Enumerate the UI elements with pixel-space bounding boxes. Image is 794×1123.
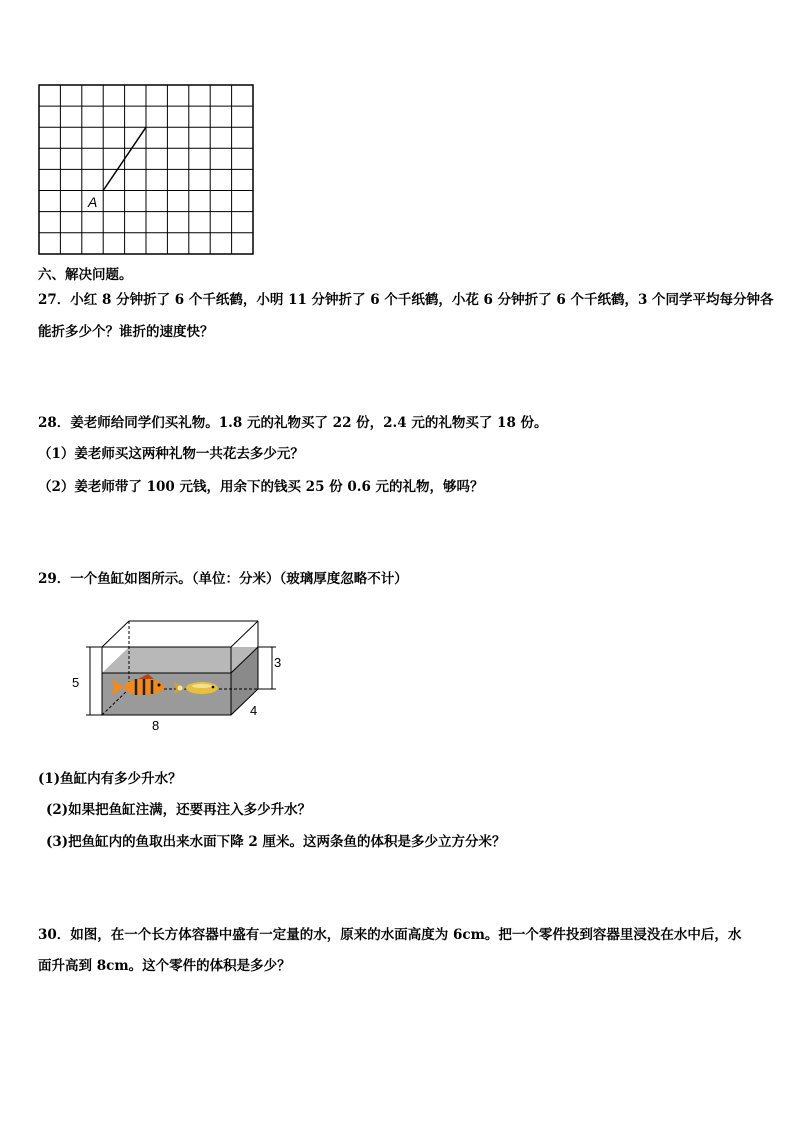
water-front	[102, 673, 231, 715]
fish-tank-figure	[66, 615, 296, 740]
height-dimension	[86, 647, 102, 715]
q28-sub1: （1）姜老师买这两种礼物一共花去多少元？	[38, 446, 304, 462]
height-label: 5	[72, 675, 80, 690]
length-label: 8	[152, 718, 160, 733]
grid-figure-svg	[38, 84, 256, 256]
q30-line2: 面升高到 8cm。这个零件的体积是多少？	[38, 958, 291, 974]
q27-line1: 27．小红 8 分钟折了 6 个千纸鹤，小明 11 分钟折了 6 个千纸鹤，小花 6 分钟折了 6 个千纸鹤，3 个同学平均每分钟各	[38, 292, 774, 308]
section-title: 六、解决问题。	[38, 267, 133, 283]
q29-sub3: (3)把鱼缸内的鱼取出来水面下降 2 厘米。这两条鱼的体积是多少立方分米？	[46, 834, 506, 850]
grid-lines	[39, 85, 253, 254]
water-height-label: 3	[274, 655, 282, 670]
q29-sub2: (2)如果把鱼缸注满，还要再注入多少升水？	[46, 802, 312, 818]
q28-sub2: （2）姜老师带了 100 元钱，用余下的钱买 25 份 0.6 元的礼物，够吗？	[38, 479, 484, 495]
q29-sub1: (1)鱼缸内有多少升水？	[38, 771, 182, 787]
fish-tank-svg	[66, 615, 296, 740]
q30-line1: 30．如图，在一个长方体容器中盛有一定量的水，原来的水面高度为 6cm。把一个零件投到容器里浸没在水中后，水	[38, 927, 742, 943]
q29-stem: 29．一个鱼缸如图所示。（单位：分米）（玻璃厚度忽略不计）	[38, 571, 408, 587]
q27-line2: 能折多少个？谁折的速度快？	[38, 324, 214, 340]
q28-stem: 28．姜老师给同学们买礼物。1.8 元的礼物买了 22 份，2.4 元的礼物买了 18 份。	[38, 415, 548, 431]
point-a-label: A	[88, 194, 98, 210]
width-label: 4	[250, 703, 258, 718]
grid-figure	[38, 84, 256, 256]
